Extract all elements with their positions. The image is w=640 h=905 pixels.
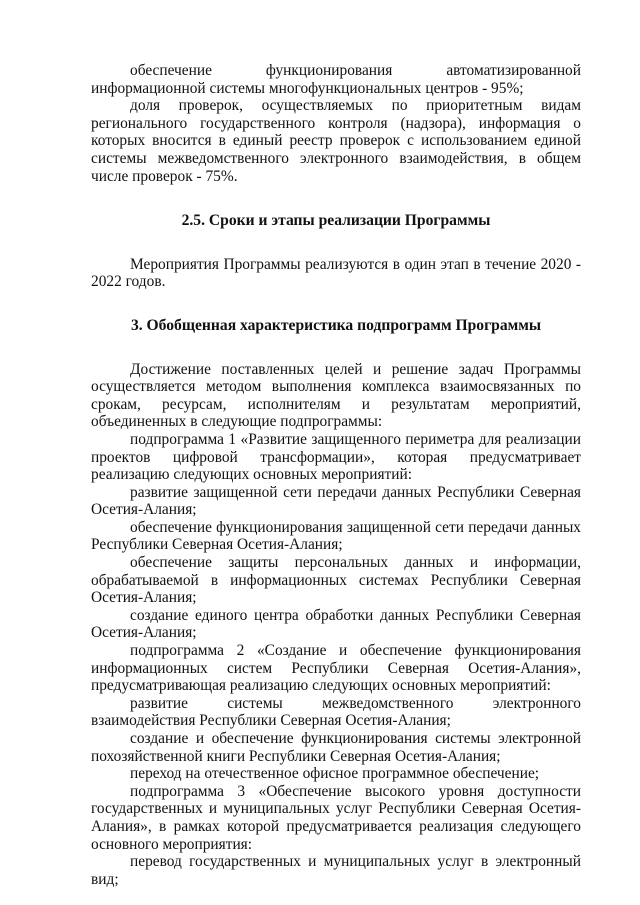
paragraph-subprogram-3: подпрограмма 3 «Обеспечение высокого уровня доступности государственных и муниципальных услуг Республики Северная Осетия-Алания», в рамках которой предусматривается реализация следующего основного мероприятия: xyxy=(91,782,581,853)
paragraph-measure: обеспечение защиты персональных данных и информации, обрабатываемой в информационных системах Республики Северная Осетия-Алания; xyxy=(91,554,581,607)
paragraph-subprogram-2: подпрограмма 2 «Создание и обеспечение функционирования информационных систем Республики Северная Осетия-Алания», предусматривающая реализацию следующих основных мероприятий: xyxy=(91,642,581,695)
paragraph-measure: развитие защищенной сети передачи данных Республики Северная Осетия-Алания; xyxy=(91,483,581,519)
paragraph-measure: обеспечение функционирования защищенной сети передачи данных Республики Северная Осетия-Алания; xyxy=(91,518,581,554)
paragraph-terms: Мероприятия Программы реализуются в один этап в течение 2020 - 2022 годов. xyxy=(91,255,581,291)
paragraph-measure: перевод государственных и муниципальных услуг в электронный вид; xyxy=(91,853,581,888)
paragraph-measure: развитие системы межведомственного электронного взаимодействия Республики Северная Осетия-Алания; xyxy=(91,694,581,730)
paragraph-intro-1: обеспечение функционирования автоматизированной информационной системы многофункциональных центров - 95%; xyxy=(91,62,581,97)
paragraph-measure: переход на отечественное офисное программное обеспечение; xyxy=(130,765,540,783)
section-heading-3: 3. Обобщенная характеристика подпрограмм Программы xyxy=(130,316,542,334)
paragraph-measure: создание и обеспечение функционирования системы электронной похозяйственной книги Республики Северная Осетия-Алания; xyxy=(91,730,581,765)
section-heading-2-5: 2.5. Сроки и этапы реализации Программы xyxy=(181,212,491,230)
paragraph-measure: создание единого центра обработки данных Республики Северная Осетия-Алания; xyxy=(91,606,581,642)
paragraph-subprogram-1: подпрограмма 1 «Развитие защищенного периметра для реализации проектов цифровой трансформации», которая предусматривает реализацию следующих основных мероприятий: xyxy=(91,430,581,484)
paragraph-intro-2: доля проверок, осуществляемых по приоритетным видам регионального государственного контроля (надзора), информация о которых вносится в единый реестр проверок с использованием единой системы межведомственного электронного взаимодействия, в общем числе проверок - 75%. xyxy=(91,97,581,185)
paragraph-subprograms-intro: Достижение поставленных целей и решение задач Программы осуществляется методом выполнения комплекса взаимосвязанных по срокам, ресурсам, исполнителям и результатам мероприятий, объединенных в следующие подпрограммы: xyxy=(91,360,581,431)
